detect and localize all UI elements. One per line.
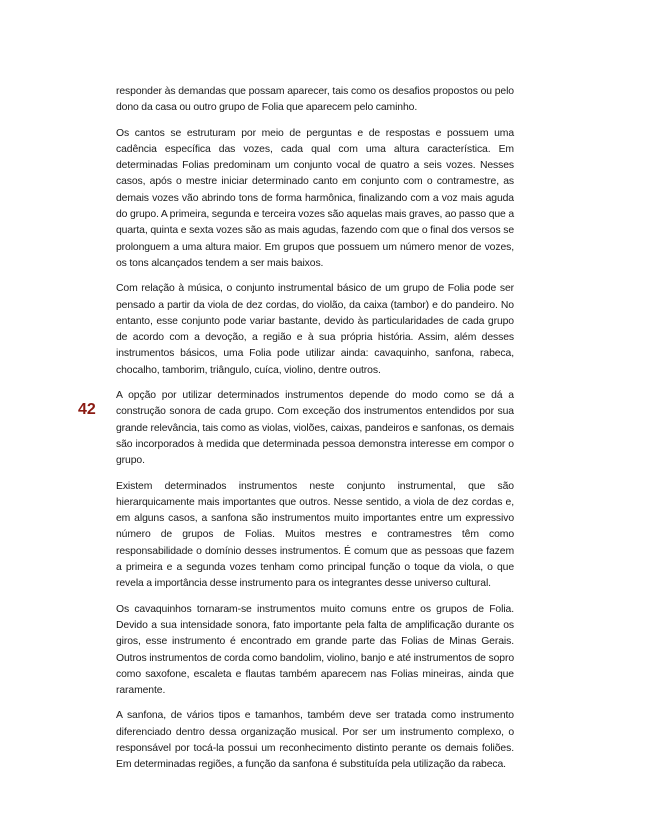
paragraph: Com relação à música, o conjunto instrumental básico de um grupo de Folia pode ser pensado a partir da viola de dez cordas, do violão, da caixa (tambor) e do pandeiro. No entanto, esse conjunto pode variar bastante, devido às particularidades de cada grupo de acordo com a devoção, a região e à sua própria história. Assim, além desses instrumentos básicos, uma Folia pode utilizar ainda: cavaquinho, sanfona, rabeca, chocalho, tamborim, triângulo, cuíca, violino, dentre outros. <box>116 283 514 376</box>
paragraph: A sanfona, de vários tipos e tamanhos, também deve ser tratada como instrumento diferenciado dentro dessa organização musical. Por ser um instrumento complexo, o responsável por tocá-la possui um reconhecimento distinto perante os demais foliões. Em determinadas regiões, a função da sanfona é substituída pela utilização da rabeca. <box>116 710 514 771</box>
paragraph: responder às demandas que possam aparecer, tais como os desafios propostos ou pelo dono da casa ou outro grupo de Folia que aparecem pelo caminho. <box>116 86 514 114</box>
paragraph: Os cantos se estruturam por meio de perguntas e de respostas e possuem uma cadência específica das vozes, cada qual com uma altura característica. Em determinadas Folias predominam um conjunto vocal de quatro a seis vozes. Nesses casos, após o mestre iniciar determinado canto em conjunto com o contramestre, as demais vozes vão abrindo tons de forma harmônica, finalizando com a voz mais aguda do grupo. A primeira, segunda e terceira vozes são aquelas mais graves, ao passo que a quarta, quinta e sexta vozes são as mais agudas, fazendo com que o final dos versos se prolonguem a uma altura maior. Em grupos que possuem um número menor de vozes, os tons alcançados tendem a ser mais baixos. <box>116 127 514 269</box>
body-text <box>116 84 514 783</box>
page-number: 42 <box>78 401 96 418</box>
paragraph: Os cavaquinhos tornaram-se instrumentos muito comuns entre os grupos de Folia. Devido a sua intensidade sonora, fato importante pela falta de amplificação durante os giros, esse instrumento é encontrado em grande parte das Folias de Minas Gerais. Outros instrumentos de corda como bandolim, violino, banjo e até instrumentos de sopro como saxofone, escaleta e flautas também aparecem nas Folias mineiras, ainda que raramente. <box>116 603 514 697</box>
paragraph: A opção por utilizar determinados instrumentos depende do modo como se dá a construção sonora de cada grupo. Com exceção dos instrumentos entendidos por sua grande relevância, tais como as violas, violões, caixas, pandeiros e sanfonas, os demais são incorporados à medida que determinada pessoa demonstra interesse em compor o grupo. <box>116 390 514 467</box>
paragraph: Existem determinados instrumentos neste conjunto instrumental, que são hierarquicamente mais importantes que outros. Nesse sentido, a viola de dez cordas e, em alguns casos, a sanfona são instrumentos muito importantes entre um expressivo número de grupos de Folias. Muitos mestres e contramestres têm como responsabilidade o domínio desses instrumentos. É comum que as pessoas que fazem a primeira e a segunda vozes tenham como principal função o toque da viola, o que revela a importância desse instrumento para os integrantes desse universo cultural. <box>116 480 514 590</box>
